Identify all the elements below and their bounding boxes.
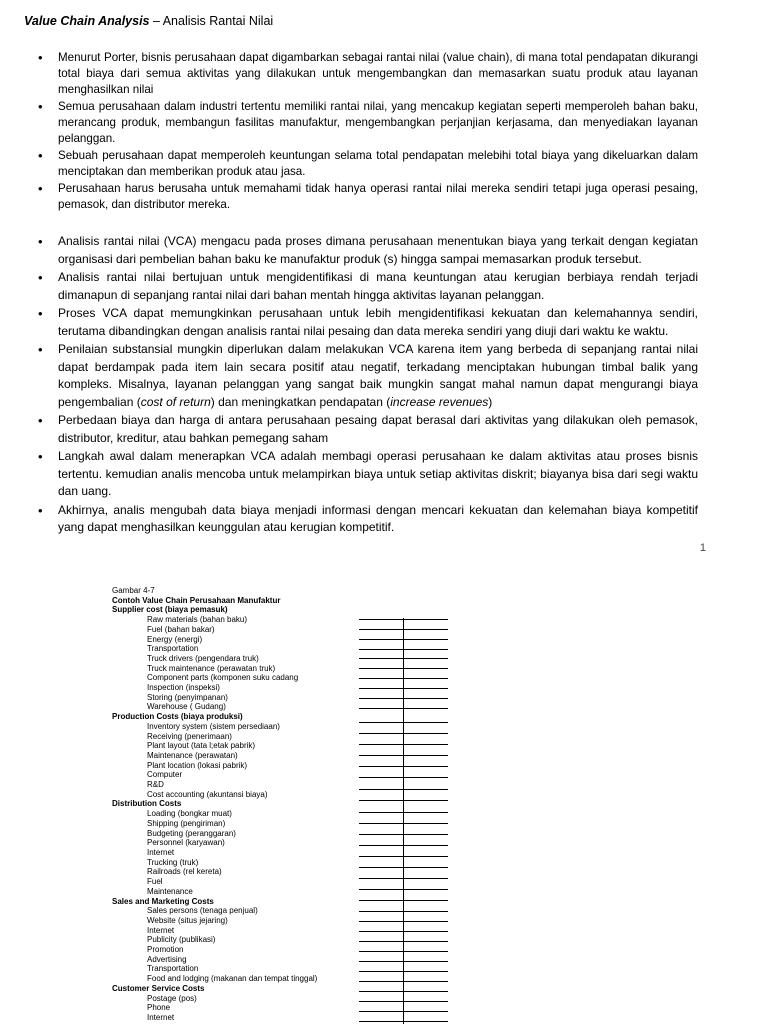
figure-cost-item: Shipping (pengiriman): [147, 818, 226, 828]
figure-cost-item: Website (situs jejaring): [147, 915, 228, 925]
text-fragment: ) dan meningkatkan pendapatan (: [210, 394, 391, 409]
figure-cost-item: Plant location (lokasi pabrik): [147, 760, 248, 770]
figure-cost-item: Truck maintenance (perawatan truk): [147, 663, 276, 673]
figure-cost-item: Maintenance: [147, 886, 193, 896]
figure-cost-item: Storing (penyimpanan): [147, 692, 228, 702]
figure-cost-item: Internet: [147, 925, 175, 935]
figure-cost-item: Energy (energi): [147, 634, 203, 644]
figure-cost-item: Publicity (publikasi): [147, 935, 216, 945]
figure-section-heading: Sales and Marketing Costs: [112, 896, 214, 906]
list-item: • Akhirnya, analis mengubah data biaya menjadi informasi dengan mencari kekuatan dan kelemahan biaya kompetitif yang dapat menghasilkan keunggulan atau kerugian kompetitif.: [38, 502, 698, 537]
list-item: [38, 341, 698, 411]
list-item: • Perbedaan biaya dan harga di antara perusahaan pesaing dapat berasal dari aktivitas yang dilakukan oleh pemasok, distributor, kreditur, atau bahkan pemegang saham: [38, 412, 698, 447]
list-item: • Perusahaan harus berusaha untuk memahami tidak hanya operasi rantai nilai mereka sendiri tetapi juga operasi pesaing, pemasok, dan distributor mereka.: [38, 181, 698, 213]
figure-cost-item: Transportation: [147, 644, 199, 654]
figure-caption: Contoh Value Chain Perusahaan Manufaktur: [112, 595, 281, 605]
figure-cost-item: Maintenance (perawatan): [147, 750, 238, 760]
figure-cost-item: Advertising: [147, 954, 187, 964]
figure-cost-item: Phone: [147, 1003, 171, 1013]
list-item: • Menurut Porter, bisnis perusahaan dapat digambarkan sebagai rantai nilai (value chain), di mana total pendapatan dikurangi total biaya dari semua aktivitas yang dilakukan untuk mengembangkan dan memasarkan suatu produk atau layanan menghasilkan nilai: [38, 50, 698, 98]
figure-cost-item: R&D: [147, 780, 164, 790]
figure-label: Gambar 4-7: [112, 586, 155, 595]
figure-cost-item: Fuel (bahan bakar): [147, 624, 215, 634]
figure-cost-item: Sales persons (tenaga penjual): [147, 906, 258, 916]
figure-cost-item: Food and lodging (makanan dan tempat tinggal): [147, 974, 318, 984]
figure-cost-item: Raw materials (bahan baku): [147, 615, 248, 625]
figure-cost-item: Receiving (penerimaan): [147, 731, 232, 741]
list-item: • Proses VCA dapat memungkinkan perusahaan untuk lebih mengidentifikasi kekuatan dan kelemahannya sendiri, terutama dibandingkan dengan analisis rantai nilai pesaing dan data mereka sendiri yang diuji dari waktu ke waktu.: [38, 305, 698, 340]
figure-cost-item: Computer: [147, 770, 183, 780]
figure-cost-item: Fuel: [147, 877, 163, 887]
figure-cost-item: Inspection (inspeksi): [147, 683, 220, 693]
figure-section-heading: Customer Service Costs: [112, 983, 205, 993]
figure-cost-item: Budgeting (peranggaran): [147, 828, 236, 838]
title-indonesian: – Analisis Rantai Nilai: [149, 14, 274, 28]
page-number: 1: [699, 542, 706, 554]
figure-cost-item: Trucking (truk): [147, 857, 199, 867]
figure-cost-item: Component parts (komponen suku cadang: [147, 673, 299, 683]
list-item: • Analisis rantai nilai bertujuan untuk mengidentifikasi di mana keuntungan atau kerugian berbiaya rendah terjadi dimanapun di sepanjang rantai nilai dari bahan mentah hingga aktivitas layanan pelanggan.: [38, 269, 698, 304]
figure-cost-item: Railroads (rel kereta): [147, 867, 222, 877]
list-item: • Analisis rantai nilai (VCA) mengacu pada proses dimana perusahaan menentukan biaya yang terkait dengan kegiatan organisasi dari pembelian bahan baku ke manufaktur produk (s) hingga sampai memasarkan produk tersebut.: [38, 233, 698, 268]
figure-cost-item: Warehouse ( Gudang): [147, 702, 226, 712]
figure-cost-item: Internet: [147, 1012, 175, 1022]
text-fragment: ): [488, 394, 493, 409]
figure-cost-item: Personnel (karyawan): [147, 838, 225, 848]
figure-cost-item: Promotion: [147, 945, 184, 955]
figure-cost-item: Internet: [147, 847, 175, 857]
text-fragment: Penilaian substansial mungkin diperlukan dalam melakukan VCA karena item yang berbeda di sepanjang rantai nilai dapat berdampak pada item lain secara positif atau negatif, terkadang menciptakan hubungan timbal balik yang kompleks. Misalnya, layanan pelanggan yang sangat baik mungkin sangat mahal namun dapat mengurangi biaya pengembalian (: [58, 342, 698, 409]
figure-section-heading: Supplier cost (biaya pemasuk): [112, 605, 228, 615]
page-title: [24, 14, 273, 28]
figure-cost-item: Loading (bongkar muat): [147, 809, 232, 819]
figure-cost-item: Postage (pos): [147, 993, 197, 1003]
figure-cost-item: Transportation: [147, 964, 199, 974]
figure-cost-item: Truck drivers (pengendara truk): [147, 653, 259, 663]
list-item: • Sebuah perusahaan dapat memperoleh keuntungan selama total pendapatan melebihi total biaya yang dikeluarkan dalam menciptakan dan memberikan produk atau jasa.: [38, 148, 698, 180]
title-english: Value Chain Analysis: [24, 14, 150, 28]
figure-cost-item: Plant layout (tata l;etak pabrik): [147, 741, 256, 751]
bullet-list-intro: [38, 50, 698, 214]
figure-cost-item: Inventory system (sistem persediaan): [147, 721, 280, 731]
figure-cost-item: Cost accounting (akuntansi biaya): [147, 789, 268, 799]
value-chain-figure: [112, 586, 512, 1023]
term-cost-of-return: cost of return: [140, 394, 211, 409]
figure-section-heading: Distribution Costs: [112, 799, 182, 809]
list-item: • Semua perusahaan dalam industri tertentu memiliki rantai nilai, yang mencakup kegiatan seperti memperoleh bahan baku, merancang produk, membangun fasilitas manufaktur, mengembangkan perjanjian kerjasama, dan menyediakan layanan pelanggan.: [38, 99, 698, 147]
term-increase-revenues: increase revenues: [390, 394, 489, 409]
list-item: • Langkah awal dalam menerapkan VCA adalah membagi operasi perusahaan ke dalam aktivitas atau proses bisnis tertentu. kemudian analis mencoba untuk melampirkan biaya untuk setiap aktivitas diskrit; biayanya bisa dari segi waktu dan uang.: [38, 448, 698, 501]
bullet-list-vca: [38, 233, 698, 538]
figure-section-heading: Production Costs (biaya produksi): [112, 712, 243, 722]
